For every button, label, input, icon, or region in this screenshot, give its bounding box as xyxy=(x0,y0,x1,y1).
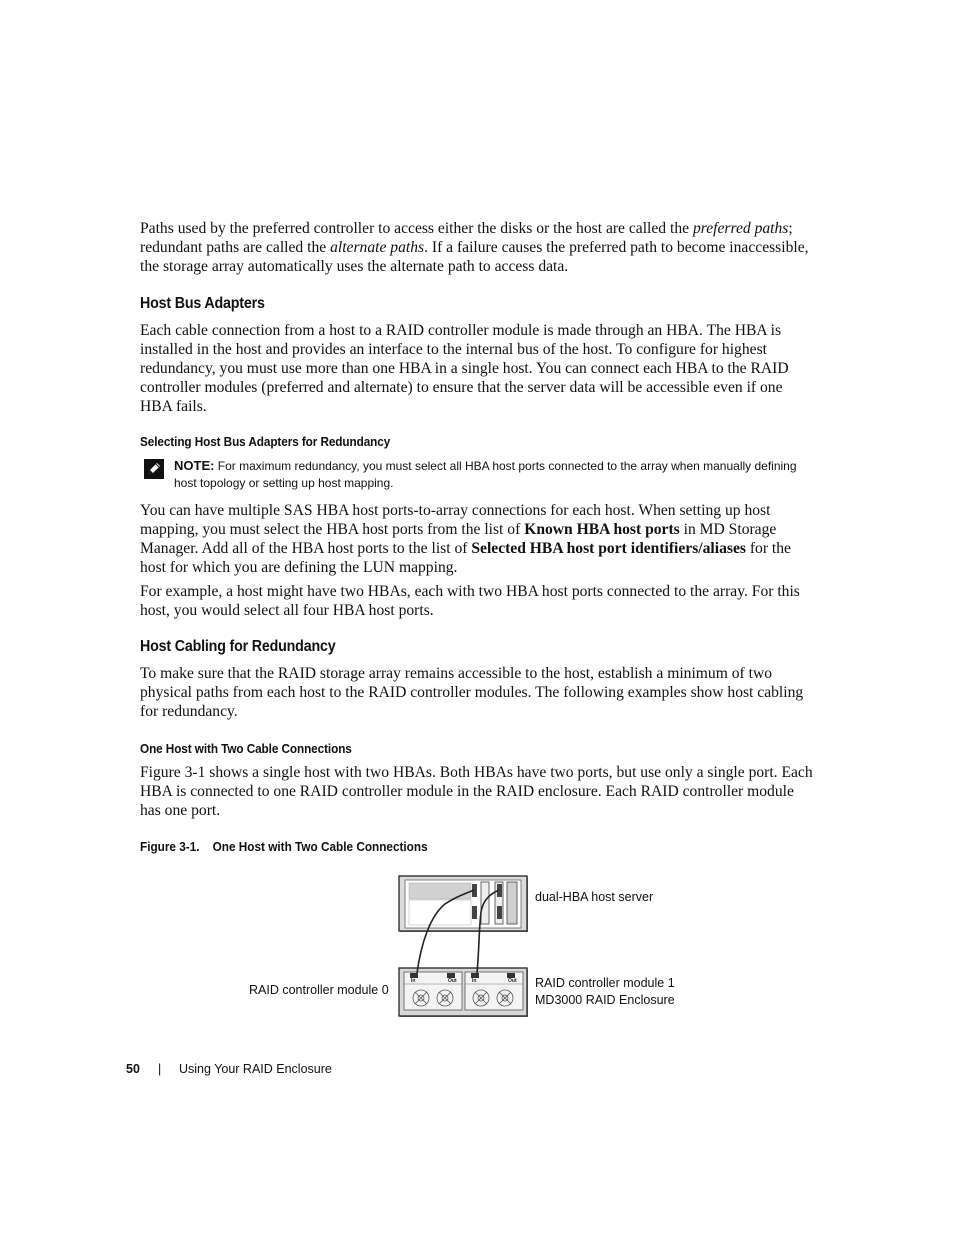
heading-one-host: One Host with Two Cable Connections xyxy=(140,741,352,756)
page-footer xyxy=(126,1062,332,1076)
one-host-paragraph: Figure 3-1 shows a single host with two HBAs. Both HBAs have two ports, but use only a single port. Each HBA is connected to one RAID controller module in the RAID enclosure. Each RAID controller module has one port. xyxy=(140,764,813,819)
heading-host-cabling: Host Cabling for Redundancy xyxy=(140,638,336,655)
term-alternate-paths: alternate paths xyxy=(330,239,425,256)
intro-text-c: . If a failure causes the preferred path to become inaccessible, the storage array automatically uses the alternate path to access data. xyxy=(140,239,809,275)
port-in-left-label: In xyxy=(411,978,416,984)
intro-paragraph xyxy=(140,219,815,276)
label-raid-module-1: RAID controller module 1 xyxy=(535,976,675,990)
footer-section-title: Using Your RAID Enclosure xyxy=(179,1062,332,1076)
term-preferred-paths: preferred paths xyxy=(692,220,789,237)
term-selected-hba-identifiers: Selected HBA host port identifiers/aliases xyxy=(471,540,746,557)
port-out-right-label: Out xyxy=(508,978,517,984)
figure-caption xyxy=(140,839,428,854)
hba-paragraph: Each cable connection from a host to a RAID controller module is made through an HBA. The HBA is installed in the host and provides an interface to the internal bus of the host. To configure for highest redundancy, you must use more than one HBA in a single host. You can connect each HBA to the RAID controller modules (preferred and alternate) to ensure that the server data will be accessible even if one HBA fails. xyxy=(140,322,789,415)
heading-host-bus-adapters: Host Bus Adapters xyxy=(140,295,265,312)
intro-text-b: ; redundant paths are called the xyxy=(140,220,793,256)
note-label: NOTE: xyxy=(174,458,215,473)
intro-text-a: Paths used by the preferred controller to access either the disks or the host are called the xyxy=(140,220,693,237)
port-in-right-label: In xyxy=(472,978,477,984)
page-number: 50 xyxy=(126,1062,140,1076)
cabling-paragraph: To make sure that the RAID storage array remains accessible to the host, establish a minimum of two physical paths from each host to the RAID controller modules. The following examples show host cabling for redundancy. xyxy=(140,665,804,720)
selecting-text-b: in MD Storage Manager. Add all of the HBA host ports to the list of xyxy=(140,521,777,557)
selecting-paragraph-2: For example, a host might have two HBAs, each with two HBA host ports connected to the array. For this host, you would select all four HBA host ports. xyxy=(140,583,800,619)
term-known-hba-host-ports: Known HBA host ports xyxy=(524,521,680,538)
selecting-text-c: for the host for which you are defining the LUN mapping. xyxy=(140,540,791,576)
label-md3000-enclosure: MD3000 RAID Enclosure xyxy=(535,993,675,1007)
note-pencil-icon xyxy=(144,459,164,479)
selecting-text-a: You can have multiple SAS HBA host ports-to-array connections for each host. When setting up host mapping, you must select the HBA host ports from the list of xyxy=(140,502,771,538)
raid-enclosure-graphic xyxy=(399,968,528,1017)
host-server-graphic xyxy=(399,876,528,932)
label-dual-hba-server: dual-HBA host server xyxy=(535,890,654,904)
figure-title: One Host with Two Cable Connections xyxy=(212,839,428,854)
figure-number: Figure 3-1. xyxy=(140,839,200,854)
selecting-paragraph-1 xyxy=(140,501,815,577)
heading-selecting-hba: Selecting Host Bus Adapters for Redundancy xyxy=(140,434,391,449)
footer-separator: | xyxy=(158,1062,162,1076)
figure-illustration xyxy=(395,872,535,1022)
note-body: For maximum redundancy, you must select all HBA host ports connected to the array when manually defining host topology or setting up host mapping. xyxy=(174,459,797,490)
note-text xyxy=(174,457,814,492)
port-out-left-label: Out xyxy=(448,978,457,984)
label-raid-module-0: RAID controller module 0 xyxy=(249,983,389,997)
